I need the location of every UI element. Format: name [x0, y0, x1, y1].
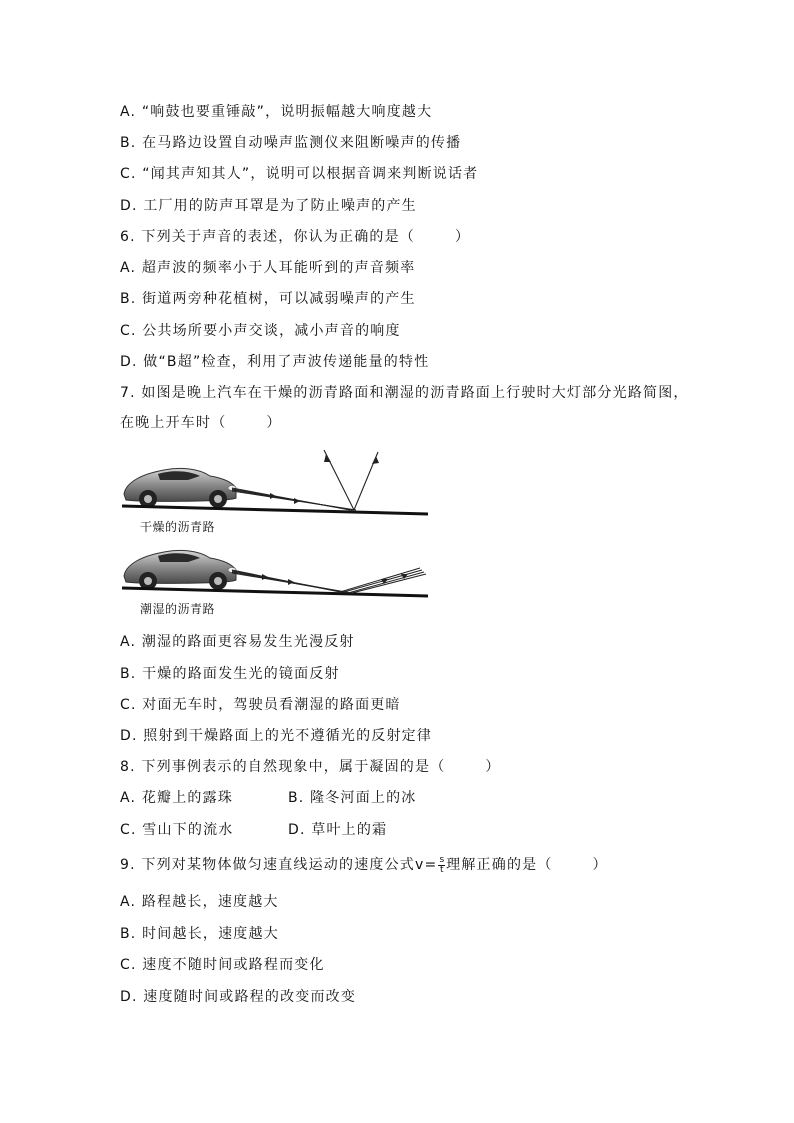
q7-stem: 7. 如图是晚上汽车在干燥的沥青路面和潮湿的沥青路面上行驶时大灯部分光路简图， [120, 385, 689, 401]
q7-option-d: D. 照射到干燥路面上的光不遵循光的反射定律 [120, 728, 433, 744]
q9-option-c: C. 速度不随时间或路程而变化 [120, 957, 325, 973]
wet-road-scene [122, 550, 428, 596]
q5-option-c: C. “闻其声知其人”，说明可以根据音调来判断说话者 [120, 166, 479, 182]
q7-option-a: A. 潮湿的路面更容易发生光漫反射 [120, 634, 355, 650]
car-icon [124, 550, 236, 590]
q8-option-a: A. 花瓣上的露珠 [120, 790, 234, 806]
q9-option-b: B. 时间越长，速度越大 [120, 926, 279, 942]
dry-reflected-rays [324, 450, 378, 510]
q5-option-a: A. “响鼓也要重锤敲”，说明振幅越大响度越大 [120, 104, 433, 120]
wet-road-label: 潮湿的沥青路 [140, 602, 216, 616]
q7-option-b: B. 干燥的路面发生光的镜面反射 [120, 666, 340, 682]
q7-option-c: C. 对面无车时，驾驶员看潮湿的路面更暗 [120, 697, 401, 713]
q8-stem: 8. 下列事例表示的自然现象中，属于凝固的是（ ） [120, 759, 501, 775]
dry-road-scene [122, 450, 428, 514]
q5-option-d: D. 工厂用的防声耳罩是为了防止噪声的产生 [120, 198, 417, 214]
q8-option-d: D. 草叶上的霜 [288, 822, 388, 838]
speed-formula-fraction: $\frac{s}{t}$ [439, 854, 445, 875]
q5-option-b: B. 在马路边设置自动噪声监测仪来阻断噪声的传播 [120, 135, 462, 151]
q6-option-d: D. 做“B超”检查，利用了声波传递能量的特性 [120, 354, 430, 370]
q7-stem-cont: 在晚上开车时（ ） [120, 415, 282, 431]
q8-option-c: C. 雪山下的流水 [120, 822, 234, 838]
q6-stem: 6. 下列关于声音的表述，你认为正确的是（ ） [120, 229, 471, 245]
q6-option-b: B. 街道两旁种花植树，可以减弱噪声的产生 [120, 291, 416, 307]
q8-row-2 [120, 820, 388, 840]
light-path-figure [118, 448, 430, 618]
q8-row-1 [120, 788, 417, 808]
q8-option-b: B. 隆冬河面上的冰 [288, 790, 417, 806]
q6-option-a: A. 超声波的频率小于人耳能听到的声音频率 [120, 260, 416, 276]
q9-stem: 9. 下列对某物体做匀速直线运动的速度公式v= $\frac{s}{t}$ 理解正确的是（ ） [120, 854, 608, 875]
car-icon [124, 468, 236, 508]
dry-road-label: 干燥的沥青路 [140, 520, 216, 534]
q9-option-d: D. 速度随时间或路程的改变而改变 [120, 989, 357, 1005]
q6-option-c: C. 公共场所要小声交谈，减小声音的响度 [120, 323, 401, 339]
q9-option-a: A. 路程越长，速度越大 [120, 894, 279, 910]
